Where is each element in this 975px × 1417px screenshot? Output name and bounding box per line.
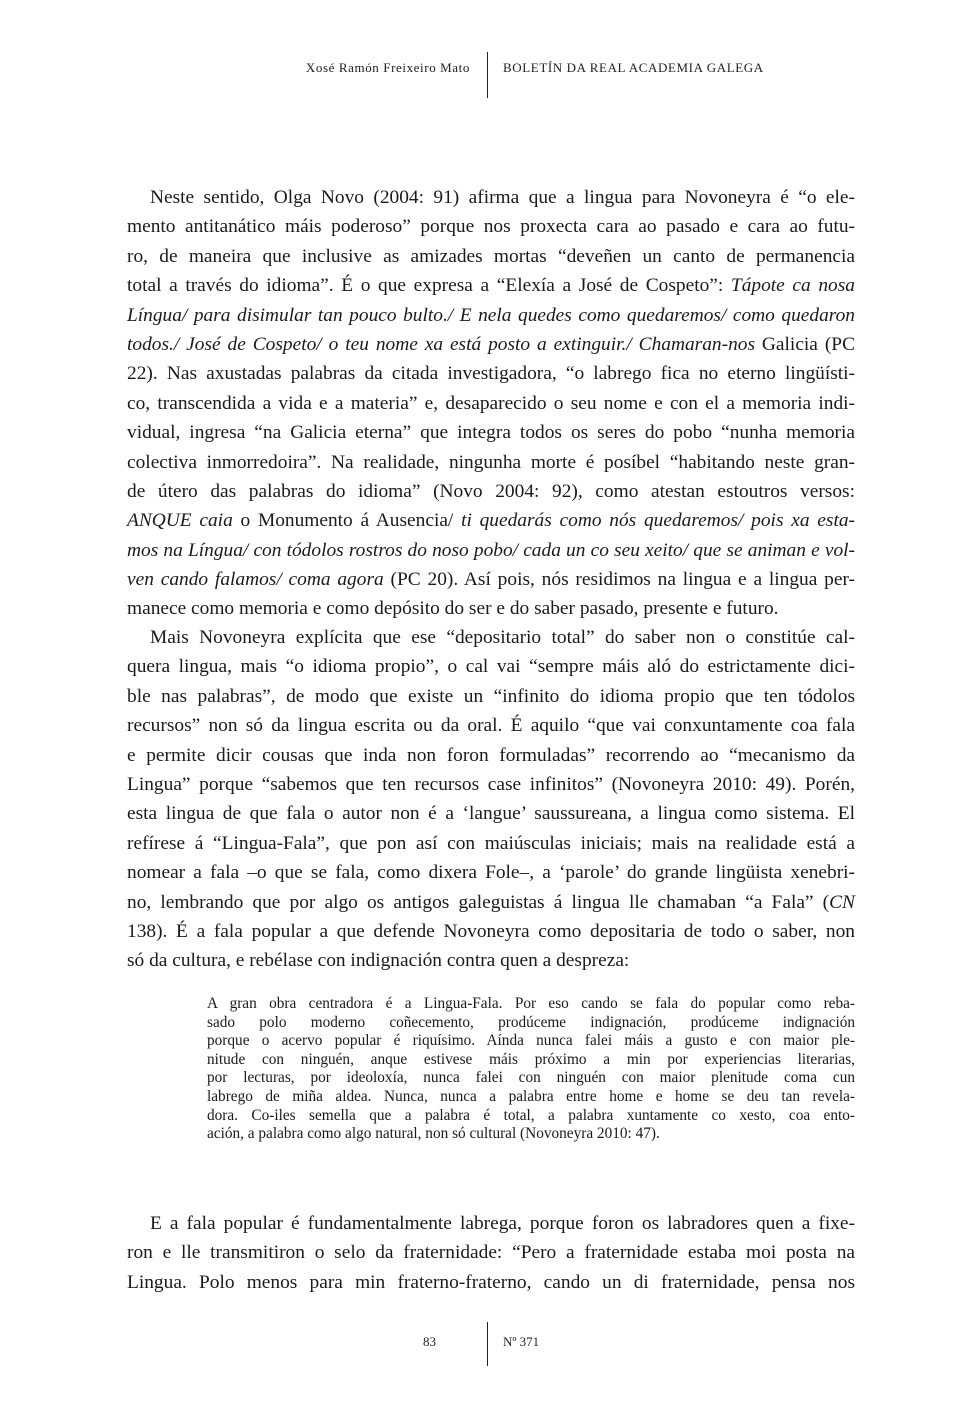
text-segment: recursos” non só da lingua escrita ou da oral. É aquilo “que vai conxuntamente coa fala [127,715,855,737]
text-segment: 138). É a fala popular a que defende Novoneyra como depositaria de todo o saber, non [127,920,855,942]
text-line [127,242,855,271]
header-divider [487,52,488,98]
text-line [127,359,855,388]
quote-line: porque o acervo popular é riquísimo. Aínda nunca falei máis a gusto e con maior ple- [207,1032,855,1050]
text-segment: E a fala popular é fundamentalmente labrega, porque foron os labradores quen a fixe- [150,1213,855,1234]
text-line [127,448,855,477]
text-line [127,418,855,447]
text-line [127,946,855,975]
text-segment: co, transcendida a vida e a materia” e, desaparecido o seu nome e con el a memoria indi- [127,392,855,414]
quote-line: labrego de miña aldea. Nunca, nunca a palabra entre home e home se deu tan revela- [207,1087,855,1105]
text-segment: colectiva inmorredoira”. Na realidade, ningunha morte é posíbel “habitando neste gran- [127,451,855,473]
block-quote [207,995,855,1144]
text-segment: total a través do idioma”. É o que expresa a “Elexía a José de Cospeto”: [127,275,731,297]
text-line [127,477,855,506]
text-line [127,799,855,828]
text-line [127,506,855,535]
text-line [127,741,855,770]
italic-quotation: CN [829,891,855,913]
text-segment: e permite dicir cousas que inda non foron formuladas” recorrendo ao “mecanismo da [127,744,855,766]
italic-quotation: ANQUE caia [127,510,233,532]
text-line [127,682,855,711]
italic-quotation: ven cando falamos/ coma agora [127,569,384,591]
text-line [127,652,855,681]
quote-line: A gran obra centradora é a Lingua-Fala. Por eso cando se fala do popular como reba- [207,995,855,1012]
text-segment: ro, de maneira que inclusive as amizades mortas “deveñen un canto de permanencia [127,245,855,267]
text-line [127,770,855,799]
paragraph-2 [127,623,855,976]
text-segment: vidual, ingresa “na Galicia eterna” que integra todos os seres do pobo “nunha memoria [127,422,855,444]
running-header-journal: BOLETÍN DA REAL ACADEMIA GALEGA [503,60,764,75]
text-segment: esta lingua de que fala o autor non é a ‘langue’ saussureana, a lingua como sistema. El [127,803,855,825]
text-segment: Lingua” porque “sabemos que ten recursos case infinitos” (Novoneyra 2010: 49). Porén, [127,773,855,795]
text-segment: de útero das palabras do idioma” (Novo 2004: 92), como atestan estoutros versos: [127,480,855,502]
text-segment: Galicia (PC [755,333,856,355]
text-segment: manece como memoria e como depósito do ser e do saber pasado, presente e futuro. [127,598,779,620]
text-line [127,1209,855,1238]
text-line [127,711,855,740]
footer-divider [487,1322,488,1366]
text-segment: (PC 20). Así pois, nós residimos na lingua e a lingua per- [383,569,855,591]
italic-quotation: mos na Língua/ con tódolos rostros do noso pobo/ cada un co seu xeito/ que se animan e vol- [127,539,855,561]
italic-quotation: Tápote ca nosa [730,275,855,297]
text-line [127,888,855,917]
text-line [127,301,855,330]
text-line [127,594,855,623]
text-segment: quera lingua, mais “o idioma propio”, o cal vai “sempre máis aló do estrictamente dici- [127,656,855,678]
text-line [127,536,855,565]
running-header-author: Xosé Ramón Freixeiro Mato [305,60,470,75]
text-segment: Mais Novoneyra explícita que ese “depositario total” do saber non o constitúe cal- [150,627,855,648]
paragraph-1 [127,183,855,624]
text-line [127,829,855,858]
text-segment: no, lembrando que por algo os antigos galeguistas á lingua lle chamaban “a Fala” ( [127,891,830,913]
italic-quotation: todos./ José de Cospeto/ o teu nome xa está posto a extinguir./ Chamaran-nos [127,333,756,355]
text-segment: nomear a fala –o que se fala, como dixera Fole–, a ‘parole’ do grande lingüista xenebri- [127,862,855,884]
text-line [127,1238,855,1267]
text-line [127,917,855,946]
paragraph-3 [127,1209,855,1297]
text-line [127,389,855,418]
text-line [127,212,855,241]
text-segment: refírese á “Lingua-Fala”, que pon así con maiúsculas iniciais; mais na realidade está a [127,832,855,854]
text-segment: Lingua. Polo menos para min fraterno-fraterno, cando un di fraternidade, pensa nos [127,1271,855,1293]
quote-line: nitude con ninguén, anque estivese máis próximo a min por experiencias literarias, [207,1050,855,1068]
text-segment: ron e lle transmitiron o selo da fraternidade: “Pero a fraternidade estaba moi posta na [127,1242,855,1264]
italic-quotation: ti quedarás como nós quedaremos/ pois xa esta- [461,510,855,532]
text-segment: mento antitanático máis poderoso” porque nos proxecta cara ao pasado e cara ao futu- [127,216,855,238]
quote-line: por lecturas, por ideoloxía, nunca falei con ninguén con maior plenitude coma cun [207,1069,855,1087]
text-line [127,183,855,212]
text-segment: 22). Nas axustadas palabras da citada investigadora, “o labrego fica no eterno lingüísti- [127,363,855,385]
text-segment: o Monumento á Ausencia/ [232,510,462,532]
text-line [127,623,855,652]
quote-line: dora. Co-iles semella que a palabra é total, a palabra xuntamente co xesto, coa ento- [207,1106,855,1124]
quote-line: sado polo moderno coñecemento, prodúceme indignación, prodúceme indignación [207,1013,855,1031]
text-line [127,858,855,887]
italic-quotation: Língua/ para disimular tan pouco bulto./ E nela quedes como quedaremos/ como quedaron [127,304,855,326]
quote-line: ación, a palabra como algo natural, non só cultural (Novoneyra 2010: 47). [207,1125,660,1143]
text-line [127,330,855,359]
text-line [127,565,855,594]
text-line [127,1268,855,1297]
text-segment: ble nas palabras”, de modo que existe un “infinito do idioma propio que ten tódolos [127,685,855,707]
text-segment: Neste sentido, Olga Novo (2004: 91) afirma que a lingua para Novoneyra é “o ele- [150,187,855,208]
page-number: 83 [423,1334,436,1349]
text-segment: só da cultura, e rebélase con indignación contra quen a despreza: [127,950,630,972]
issue-number: Nº 371 [503,1334,540,1349]
text-line [127,271,855,300]
